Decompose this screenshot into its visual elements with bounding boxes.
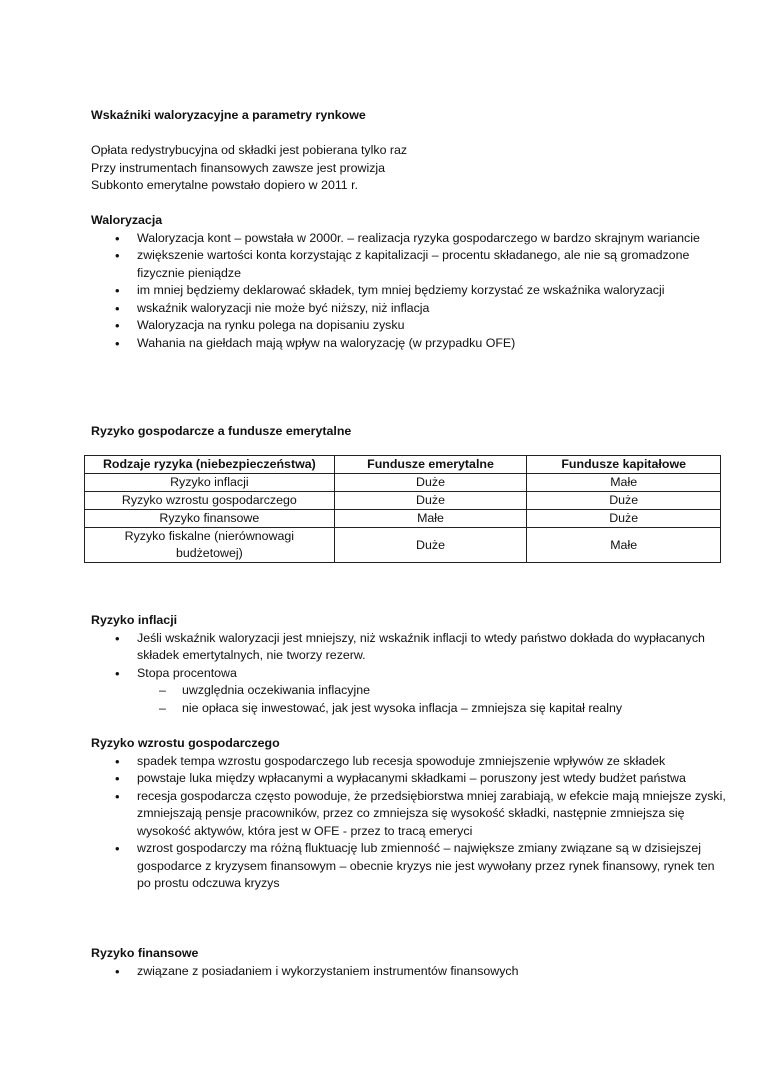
table-cell: Duże	[527, 510, 721, 528]
table-cell: Duże	[527, 492, 721, 510]
text-line: Subkonto emerytalne powstało dopiero w 2011 r.	[91, 178, 359, 192]
table-cell: Ryzyko fiskalne (nierównowagi budżetowej)	[85, 528, 335, 563]
table-cell: Duże	[334, 492, 527, 510]
list-item: • Jeśli wskaźnik waloryzacji jest mniejszy, niż wskaźnik inflacji to wtedy państwo dokłada do wypłacanych składek emertytalnych, nie tworzy rezerw.	[91, 630, 731, 665]
table-cell: Ryzyko inflacji	[85, 474, 335, 492]
bullet-list	[91, 230, 731, 353]
bullet-list	[91, 630, 731, 683]
list-item: • Wahania na giełdach mają wpływ na waloryzację (w przypadku OFE)	[91, 335, 731, 353]
column-header: Fundusze kapitałowe	[527, 456, 721, 474]
text-line: Przy instrumentach finansowych zawsze jest prowizja	[91, 160, 386, 175]
section-title: Ryzyko wzrostu gospodarczego	[91, 736, 280, 750]
text-line: Opłata redystrybucyjna od składki jest pobierana tylko raz	[91, 143, 408, 157]
table-row	[85, 510, 721, 528]
table-cell: Małe	[527, 474, 721, 492]
list-item: – uwzględnia oczekiwania inflacyjne	[91, 682, 731, 700]
list-item: • zwiększenie wartości konta korzystając z kapitalizacji – procentu składanego, ale nie są gromadzone fizycznie pieniądze	[91, 247, 731, 282]
table-cell: Duże	[334, 528, 527, 563]
section-waloryzacja	[91, 212, 731, 352]
table-row	[85, 528, 721, 563]
table-cell: Duże	[334, 474, 527, 492]
section-ryzyko-finansowe	[91, 945, 731, 980]
bullet-list	[91, 963, 731, 981]
table-cell: Małe	[527, 528, 721, 563]
section-title: Ryzyko finansowe	[91, 946, 199, 960]
section-title: Ryzyko inflacji	[91, 613, 178, 627]
section-title: Ryzyko gospodarcze a fundusze emerytalne	[91, 424, 352, 438]
list-item: • im mniej będziemy deklarować składek, tym mniej będziemy korzystać ze wskaźnika waloryzacji	[91, 282, 731, 300]
table-cell: Ryzyko finansowe	[85, 510, 335, 528]
table-cell: Małe	[334, 510, 527, 528]
list-item: • wskaźnik waloryzacji nie może być niższy, niż inflacja	[91, 300, 731, 318]
bullet-list	[91, 753, 731, 893]
section-title: Wskaźniki waloryzacyjne a parametry rynkowe	[91, 108, 366, 122]
section-ryzyko-inflacji	[91, 612, 731, 717]
table-header-row	[85, 456, 721, 474]
list-item-text: Stopa procentowa	[137, 665, 237, 680]
list-item: • Waloryzacja kont – powstała w 2000r. – realizacja ryzyka gospodarczego w bardzo skrajnym wariancie	[91, 230, 731, 248]
table-row	[85, 492, 721, 510]
section-ryzyko-gospodarcze	[91, 423, 731, 441]
list-item: – nie opłaca się inwestować, jak jest wysoka inflacja – zmniejsza się kapitał realny	[91, 700, 731, 718]
list-item: • powstaje luka między wpłacanymi a wypłacanymi składkami – poruszony jest wtedy budżet państwa	[91, 770, 731, 788]
list-item: • związane z posiadaniem i wykorzystaniem instrumentów finansowych	[91, 963, 731, 981]
table-cell: Ryzyko wzrostu gospodarczego	[85, 492, 335, 510]
risk-table	[84, 455, 721, 563]
list-item: • spadek tempa wzrostu gospodarczego lub recesja spowoduje zmniejszenie wpływów ze składek	[91, 753, 731, 771]
table-row	[85, 474, 721, 492]
list-item: • Waloryzacja na rynku polega na dopisaniu zysku	[91, 317, 731, 335]
column-header: Rodzaje ryzyka (niebezpieczeństwa)	[85, 456, 335, 474]
section-title: Waloryzacja	[91, 213, 163, 227]
section-ryzyko-wzrostu	[91, 735, 731, 893]
section-parametry	[91, 107, 731, 195]
list-item: • recesja gospodarcza często powoduje, że przedsiębiorstwa mniej zarabiają, w efekcie mają mniejsze zyski, zmniejszają pensje pracowników, przez co zmniejsza się wysokość składki, następnie zmniejsza się wysokość aktywów, która jest w OFE - przez to tracą emeryci	[91, 788, 731, 841]
column-header: Fundusze emerytalne	[334, 456, 527, 474]
dash-list	[91, 682, 731, 717]
list-item: • wzrost gospodarczy ma różną fluktuację lub zmienność – największe zmiany związane są w dzisiejszej gospodarce z kryzysem finansowym – obecnie kryzys nie jest wywołany przez rynek finansowy, rynek ten po prostu odczuwa kryzys	[91, 840, 731, 893]
list-item	[91, 665, 731, 683]
